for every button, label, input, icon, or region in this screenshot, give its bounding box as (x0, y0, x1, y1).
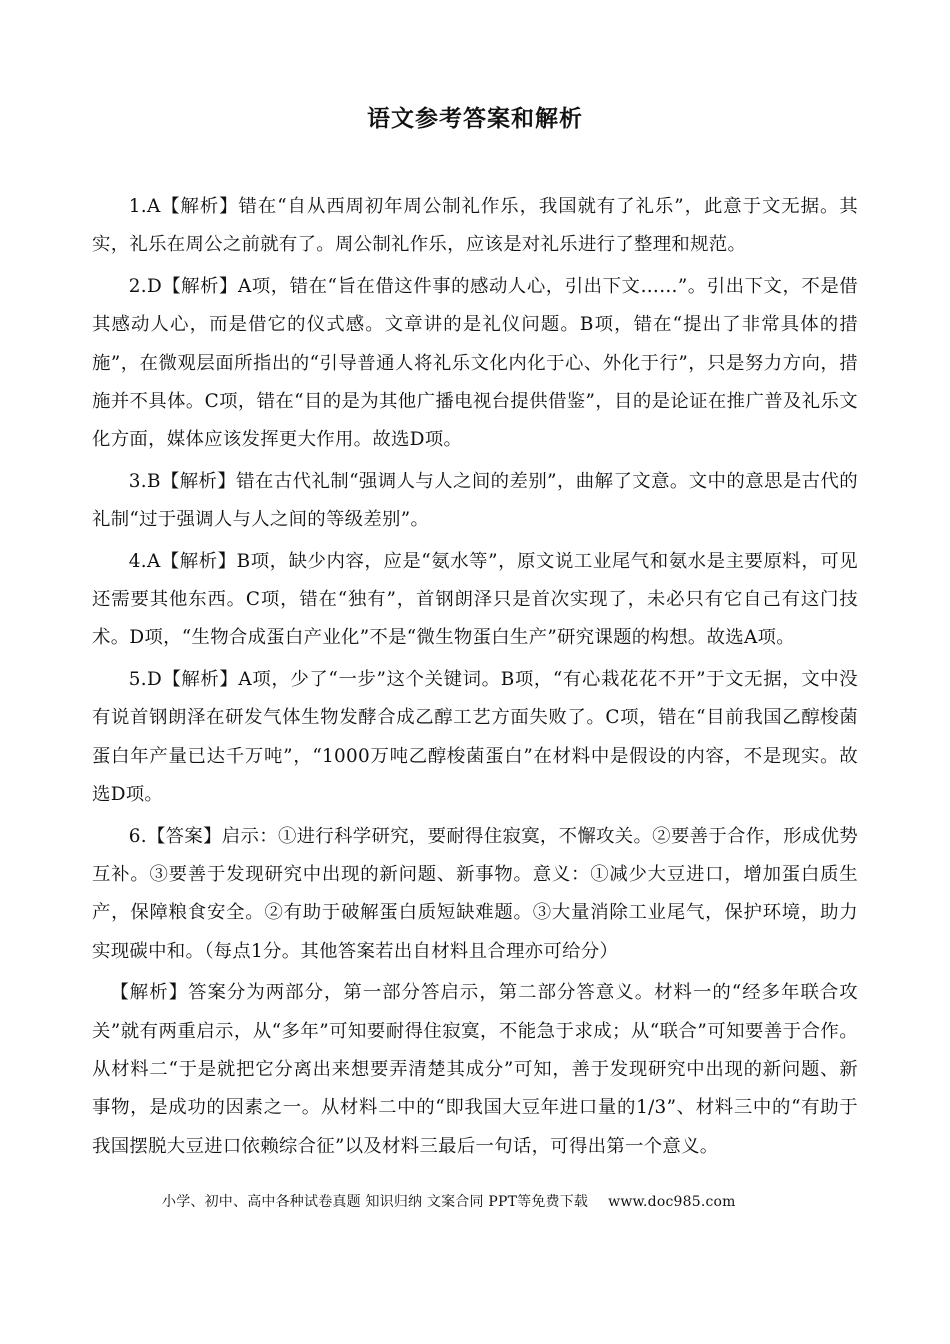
page-footer (162, 1191, 736, 1211)
answer-item-2: 2.D【解析】A项，错在“旨在借这件事的感动人心，引出下文……”。引出下文，不是借其感动人心，而是借它的仪式感。文章讲的是礼仪问题。B项，错在“提出了非常具体的措施”，在微观层面所指出的“引导普通人将礼乐文化内化于心、外化于行”，只是努力方向，措施并不具体。C项，错在“目的是为其他广播电视台提供借鉴”，目的是论证在推广普及礼乐文化方面，媒体应该发挥更大作用。故选D项。 (92, 275, 858, 451)
answer-item-4: 4.A【解析】B项，缺少内容，应是“氨水等”，原文说工业尾气和氨水是主要原料，可见还需要其他东西。C项，错在“独有”，首钢朗泽只是首次实现了，未必只有它自己有这门技术。D项，“生物合成蛋白产业化”不是“微生物蛋白生产”研究课题的构想。故选A项。 (92, 550, 858, 649)
footer-text: 小学、初中、高中各种试卷真题 知识归纳 文案合同 PPT等免费下载 (162, 1194, 589, 1210)
answer-item-6: 6.【答案】启示：①进行科学研究，要耐得住寂寞，不懈攻关。②要善于合作，形成优势互补。③要善于发现研究中出现的新问题、新事物。意义：①减少大豆进口，增加蛋白质生产，保障粮食安全。②有助于破解蛋白质短缺难题。③大量消除工业尾气，保护环境，助力实现碳中和。（每点1分。其他答案若出自材料且合理亦可给分） (92, 825, 858, 962)
answer-body (92, 188, 858, 1169)
answer-item-1: 1.A【解析】错在“自从西周初年周公制礼作乐，我国就有了礼乐”，此意于文无据。其实，礼乐在周公之前就有了。周公制礼作乐，应该是对礼乐进行了整理和规范。 (92, 196, 858, 256)
answer-item-6-analysis: 【解析】答案分为两部分，第一部分答启示，第二部分答意义。材料一的“经多年联合攻关”就有两重启示，从“多年”可知要耐得住寂寞，不能急于求成；从“联合”可知要善于合作。从材料二“于是就把它分离出来想要弄清楚其成分”可知，善于发现研究中出现的新问题、新事物，是成功的因素之一。从材料二中的“即我国大豆年进口量的1/3”、材料三中的“有助于我国摆脱大豆进口依赖综合征”以及材料三最后一句话，可得出第一个意义。 (92, 982, 858, 1157)
answer-item-3: 3.B【解析】错在古代礼制“强调人与人之间的差别”，曲解了文意。文中的意思是古代的礼制“过于强调人与人之间的等级差别”。 (92, 470, 858, 531)
document-title: 语文参考答案和解析 (367, 106, 583, 132)
footer-site-link[interactable]: www.doc985.com (608, 1194, 736, 1210)
answer-item-5: 5.D【解析】A项，少了“一步”这个关键词。B项，“有心栽花花不开”于文无据，文中没有说首钢朗泽在研发气体生物发酵合成乙醇工艺方面失败了。C项，错在“目前我国乙醇梭菌蛋白年产量已达千万吨”，“1000万吨乙醇梭菌蛋白”在材料中是假设的内容，不是现实。故选D项。 (92, 668, 858, 806)
